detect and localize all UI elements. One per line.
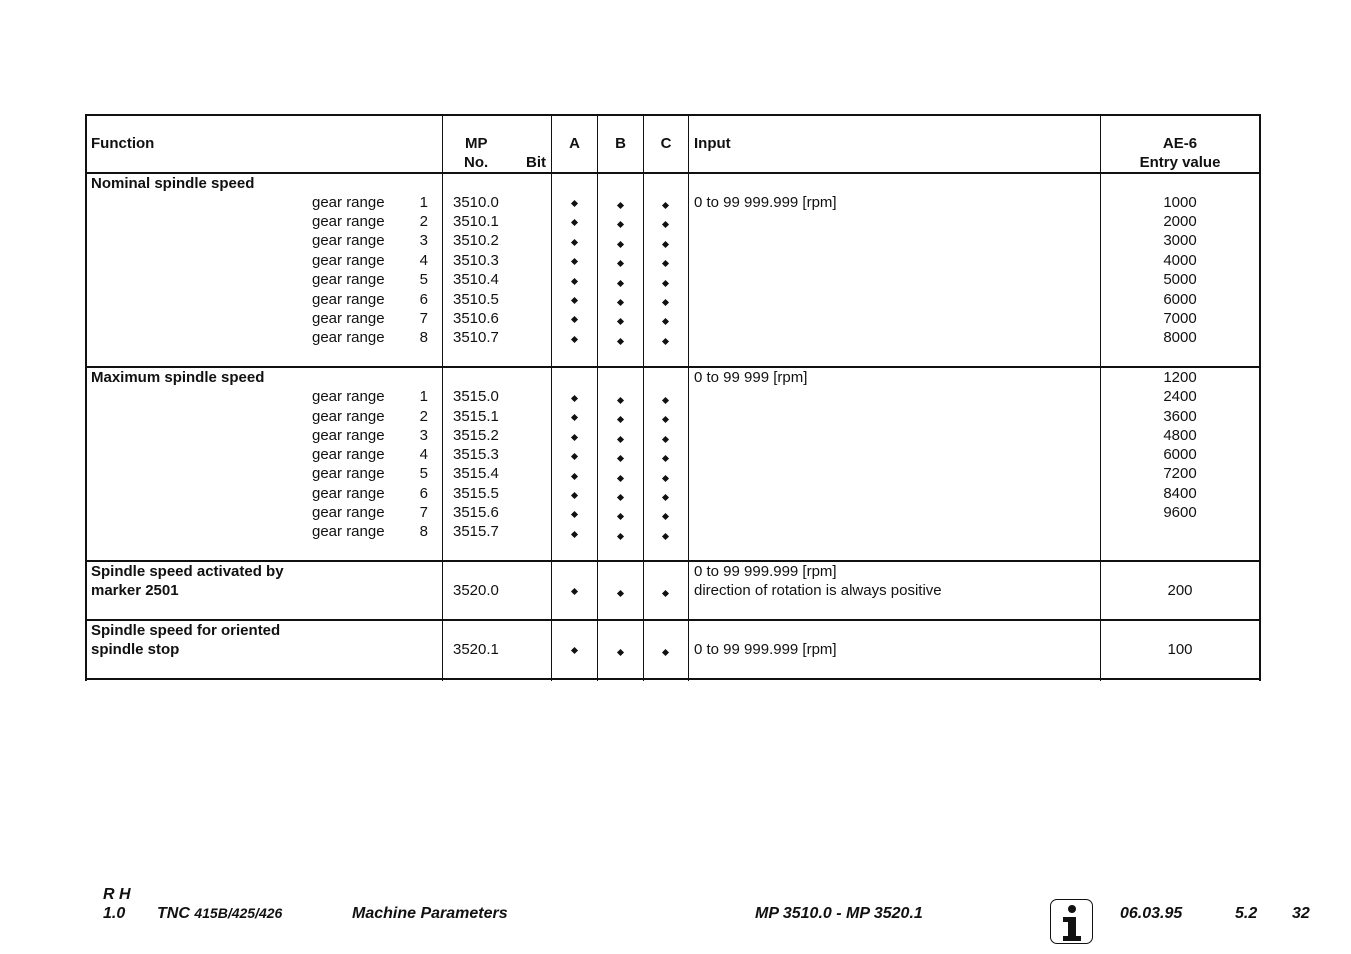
- input-range: 0 to 99 999.999 [rpm]: [694, 641, 837, 658]
- diamond-marker: [661, 260, 668, 267]
- row-mp-number: 3510.4: [453, 271, 499, 288]
- entry-value: 1200: [1163, 369, 1197, 386]
- group-title: Nominal spindle speed: [91, 175, 255, 192]
- row-label: gear range: [312, 271, 385, 288]
- header-function: Function: [91, 135, 155, 152]
- input-note: direction of rotation is always positive: [694, 582, 942, 599]
- row-label: gear range: [312, 523, 385, 540]
- entry-value: 9600: [1163, 504, 1197, 521]
- info-icon-glyph: [1051, 900, 1094, 945]
- row-label: gear range: [312, 194, 385, 211]
- row-mp-number: 3515.6: [453, 504, 499, 521]
- row-label: gear range: [312, 310, 385, 327]
- footer-version: 1.0: [103, 905, 126, 922]
- diamond-marker: [616, 338, 623, 345]
- row-entry-value: 8000: [1163, 329, 1197, 346]
- diamond-marker: [661, 494, 668, 501]
- table-right-rule: [1259, 114, 1261, 681]
- row-mp-number: 3510.0: [453, 194, 499, 211]
- row-mp-number: 3515.2: [453, 427, 499, 444]
- info-icon: [1050, 899, 1093, 944]
- diamond-marker: [661, 397, 668, 404]
- column-rule: [597, 114, 598, 681]
- entry-value: 8400: [1163, 485, 1197, 502]
- diamond-marker: [661, 221, 668, 228]
- footer-product-models: 415B/425/426: [194, 905, 283, 921]
- diamond-marker: [570, 336, 577, 343]
- row-index: 6: [419, 291, 428, 308]
- row-entry-value: 2000: [1163, 213, 1197, 230]
- row-index: 3: [419, 232, 428, 249]
- row-index: 7: [419, 310, 428, 327]
- diamond-marker: [616, 649, 623, 656]
- column-rule: [442, 114, 443, 681]
- diamond-marker: [570, 200, 577, 207]
- footer-chapter: 5.2: [1235, 905, 1258, 922]
- row-mp-number: 3515.1: [453, 408, 499, 425]
- row-mp-number: 3510.6: [453, 310, 499, 327]
- diamond-marker: [570, 473, 577, 480]
- diamond-marker: [570, 511, 577, 518]
- table-bottom-rule: [85, 678, 1261, 680]
- row-label: gear range: [312, 446, 385, 463]
- diamond-marker: [661, 513, 668, 520]
- diamond-marker: [616, 475, 623, 482]
- row-entry-value: 100: [1167, 641, 1193, 658]
- diamond-marker: [661, 280, 668, 287]
- row-label: gear range: [312, 329, 385, 346]
- diamond-marker: [661, 455, 668, 462]
- input-range: 0 to 99 999.999 [rpm]: [694, 563, 837, 580]
- row-label: gear range: [312, 465, 385, 482]
- entry-value: 7200: [1163, 465, 1197, 482]
- diamond-marker: [570, 414, 577, 421]
- header-mp-no: No.: [464, 154, 489, 171]
- row-index: 4: [419, 446, 428, 463]
- diamond-marker: [616, 260, 623, 267]
- row-entry-value: 3000: [1163, 232, 1197, 249]
- diamond-marker: [570, 453, 577, 460]
- row-index: 8: [419, 329, 428, 346]
- diamond-marker: [616, 416, 623, 423]
- input-range: 0 to 99 999 [rpm]: [694, 369, 808, 386]
- diamond-marker: [661, 318, 668, 325]
- row-index: 6: [419, 485, 428, 502]
- row-mp-number: 3515.3: [453, 446, 499, 463]
- column-rule: [688, 114, 689, 681]
- diamond-marker: [616, 590, 623, 597]
- diamond-marker: [616, 494, 623, 501]
- footer-section-title: Machine Parameters: [352, 905, 508, 922]
- diamond-marker: [616, 455, 623, 462]
- diamond-marker: [661, 475, 668, 482]
- row-mp-number: 3510.5: [453, 291, 499, 308]
- row-label: gear range: [312, 427, 385, 444]
- machine-parameter-table: [85, 114, 1261, 681]
- table-left-rule: [85, 114, 87, 681]
- row-label: gear range: [312, 408, 385, 425]
- footer-product-prefix: TNC: [157, 905, 190, 922]
- row-mp-number: 3510.2: [453, 232, 499, 249]
- diamond-marker: [570, 278, 577, 285]
- row-mp-number: 3520.0: [453, 582, 499, 599]
- diamond-marker: [570, 239, 577, 246]
- row-mp-number: 3515.5: [453, 485, 499, 502]
- row-entry-value: 6000: [1163, 291, 1197, 308]
- header-ae6: AE-6: [1162, 135, 1198, 152]
- diamond-marker: [570, 258, 577, 265]
- group-title: marker 2501: [91, 582, 179, 599]
- diamond-marker: [570, 492, 577, 499]
- row-mp-number: 3510.3: [453, 252, 499, 269]
- footer-date: 06.03.95: [1120, 905, 1183, 922]
- diamond-marker: [616, 513, 623, 520]
- diamond-marker: [661, 590, 668, 597]
- column-rule: [643, 114, 644, 681]
- diamond-marker: [570, 395, 577, 402]
- row-index: 8: [419, 523, 428, 540]
- diamond-marker: [570, 588, 577, 595]
- diamond-marker: [570, 219, 577, 226]
- row-mp-number: 3510.1: [453, 213, 499, 230]
- group-title: Maximum spindle speed: [91, 369, 265, 386]
- row-label: gear range: [312, 504, 385, 521]
- row-mp-number: 3510.7: [453, 329, 499, 346]
- entry-value: 6000: [1163, 446, 1197, 463]
- footer-page-number: 32: [1292, 905, 1310, 922]
- header-bit: Bit: [526, 154, 546, 171]
- row-label: gear range: [312, 213, 385, 230]
- diamond-marker: [661, 533, 668, 540]
- group-title: Spindle speed activated by: [91, 563, 284, 580]
- diamond-marker: [661, 241, 668, 248]
- row-label: gear range: [312, 485, 385, 502]
- diamond-marker: [661, 436, 668, 443]
- diamond-marker: [570, 647, 577, 654]
- footer-product: [157, 905, 282, 923]
- diamond-marker: [570, 297, 577, 304]
- row-entry-value: 200: [1167, 582, 1193, 599]
- row-mp-number: 3520.1: [453, 641, 499, 658]
- row-index: 7: [419, 504, 428, 521]
- row-entry-value: 1000: [1163, 194, 1197, 211]
- column-rule: [551, 114, 552, 681]
- row-index: 5: [419, 271, 428, 288]
- diamond-marker: [616, 221, 623, 228]
- header-entry-value: Entry value: [1139, 154, 1221, 171]
- input-range: 0 to 99 999.999 [rpm]: [694, 194, 837, 211]
- entry-value: 3600: [1163, 408, 1197, 425]
- diamond-marker: [616, 436, 623, 443]
- row-mp-number: 3515.7: [453, 523, 499, 540]
- entry-value: 2400: [1163, 388, 1197, 405]
- entry-value: 4800: [1163, 427, 1197, 444]
- row-entry-value: 4000: [1163, 252, 1197, 269]
- diamond-marker: [661, 338, 668, 345]
- row-index: 1: [419, 388, 428, 405]
- footer-rh: R H: [103, 886, 131, 903]
- diamond-marker: [616, 241, 623, 248]
- header-bottom-rule: [85, 172, 1261, 174]
- row-entry-value: 7000: [1163, 310, 1197, 327]
- row-entry-value: 5000: [1163, 271, 1197, 288]
- diamond-marker: [661, 416, 668, 423]
- diamond-marker: [616, 533, 623, 540]
- diamond-marker: [661, 202, 668, 209]
- diamond-marker: [616, 202, 623, 209]
- row-index: 5: [419, 465, 428, 482]
- row-label: gear range: [312, 252, 385, 269]
- header-b: B: [615, 135, 626, 152]
- table-top-rule: [85, 114, 1261, 116]
- row-index: 1: [419, 194, 428, 211]
- header-a: A: [569, 135, 580, 152]
- diamond-marker: [616, 280, 623, 287]
- footer-mp-range: MP 3510.0 - MP 3520.1: [755, 905, 923, 922]
- row-index: 4: [419, 252, 428, 269]
- diamond-marker: [570, 434, 577, 441]
- diamond-marker: [616, 299, 623, 306]
- diamond-marker: [661, 649, 668, 656]
- row-index: 3: [419, 427, 428, 444]
- diamond-marker: [570, 316, 577, 323]
- row-mp-number: 3515.4: [453, 465, 499, 482]
- diamond-marker: [570, 531, 577, 538]
- header-mp: MP: [465, 135, 488, 152]
- row-index: 2: [419, 213, 428, 230]
- diamond-marker: [616, 318, 623, 325]
- row-label: gear range: [312, 232, 385, 249]
- header-input: Input: [694, 135, 731, 152]
- row-mp-number: 3515.0: [453, 388, 499, 405]
- group-title: spindle stop: [91, 641, 180, 658]
- header-c: C: [660, 135, 672, 152]
- diamond-marker: [661, 299, 668, 306]
- row-label: gear range: [312, 291, 385, 308]
- row-index: 2: [419, 408, 428, 425]
- diamond-marker: [616, 397, 623, 404]
- group-title: Spindle speed for oriented: [91, 622, 281, 639]
- row-label: gear range: [312, 388, 385, 405]
